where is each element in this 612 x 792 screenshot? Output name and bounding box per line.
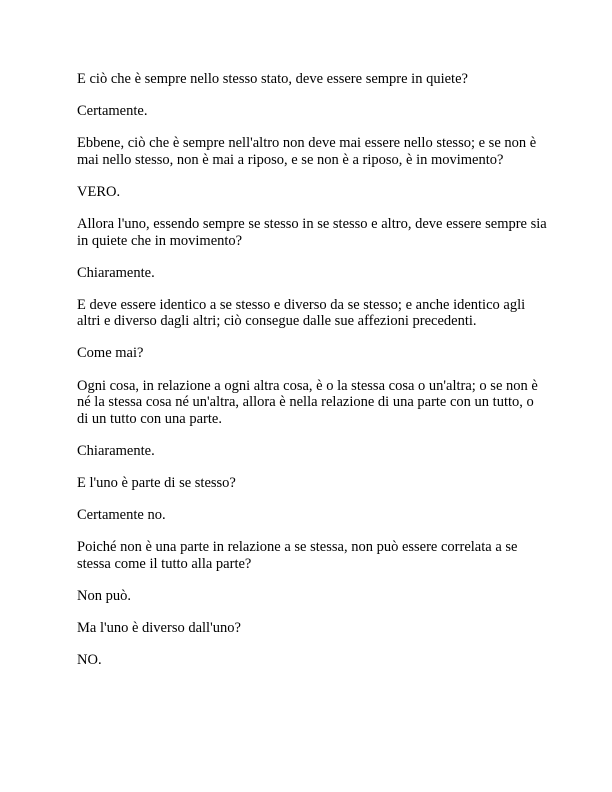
paragraph: Certamente. [77,103,148,120]
paragraph: Chiaramente. [77,264,155,281]
paragraph: E deve essere identico a se stesso e diverso da se stesso; e anche identico agli altri e diverso dagli altri; ciò consegue dalle sue affezioni precedenti. [77,296,526,330]
paragraph: VERO. [77,183,121,200]
paragraph: Allora l'uno, essendo sempre se stesso in se stesso e altro, deve essere sempre sia in quiete che in movimento? [77,215,547,249]
paragraph: E ciò che è sempre nello stesso stato, deve essere sempre in quiete? [77,71,468,87]
paragraph: Come mai? [77,345,144,362]
paragraph: Ogni cosa, in relazione a ogni altra cosa, è o la stessa cosa o un'altra; o se non è né la stessa cosa né un'altra, allora è nella relazione di una parte con un tutto, o di un tutto con una parte. [77,377,538,427]
document-body [77,71,547,684]
paragraph: Poiché non è una parte in relazione a se stessa, non può essere correlata a se stessa come il tutto alla parte? [77,539,518,572]
paragraph: E l'uno è parte di se stesso? [77,474,236,491]
paragraph: NO. [77,651,102,668]
paragraph: Ma l'uno è diverso dall'uno? [77,619,241,636]
paragraph: Certamente no. [77,507,166,523]
paragraph: Chiaramente. [77,442,155,459]
paragraph: Ebbene, ciò che è sempre nell'altro non deve mai essere nello stesso; e se non è mai nello stesso, non è mai a riposo, e se non è a riposo, è in movimento? [77,135,537,168]
paragraph: Non può. [77,587,131,604]
